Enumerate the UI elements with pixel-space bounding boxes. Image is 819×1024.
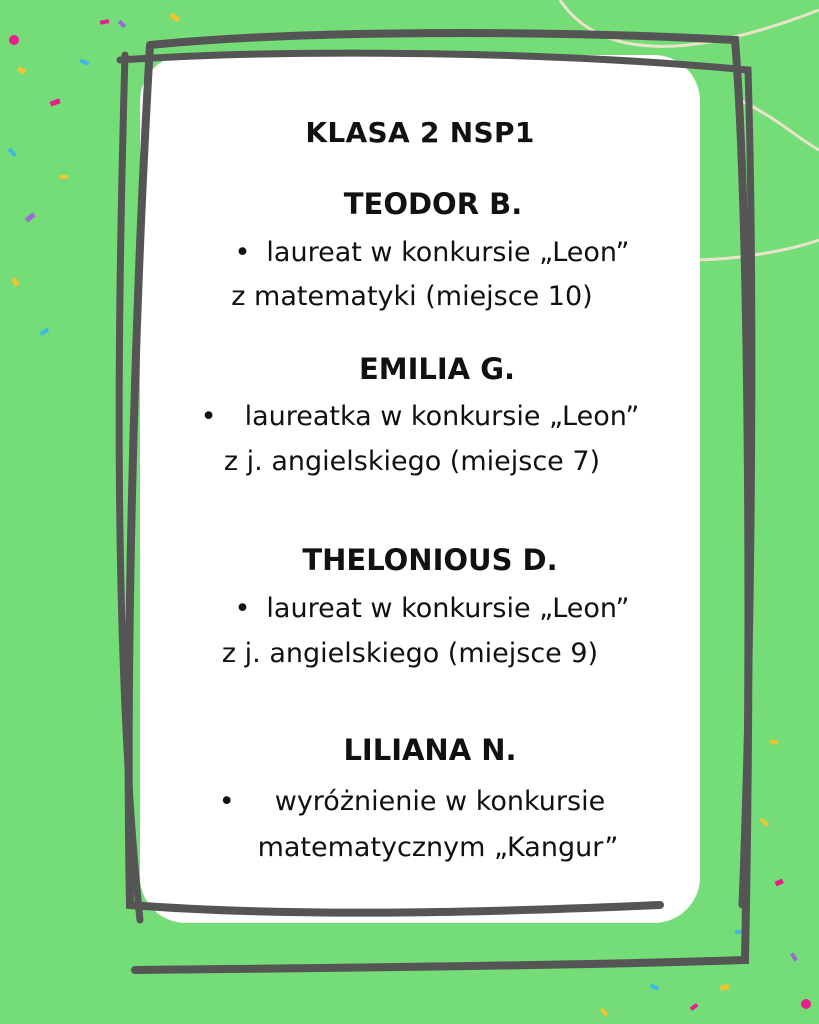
- confetti-icon: [650, 983, 660, 990]
- confetti-icon: [735, 930, 745, 934]
- confetti-icon: [720, 984, 730, 991]
- confetti-icon: [11, 278, 19, 287]
- achievement-line-2: z j. angielskiego (miejsce 7): [223, 446, 601, 477]
- confetti-icon: [760, 818, 769, 827]
- achievement-line-2: z matematyki (miejsce 10): [231, 281, 593, 312]
- achievement-line: [152, 231, 712, 275]
- achievement-line: [132, 780, 692, 824]
- achievement-text: laureat w konkursie „Leon”: [266, 593, 630, 624]
- confetti-icon: [80, 59, 90, 66]
- confetti-icon: [801, 999, 811, 1009]
- achievement-line-2: z j. angielskiego (miejsce 9): [221, 638, 599, 669]
- achievement-line: [140, 395, 700, 439]
- class-title: KLASA 2 NSP1: [305, 116, 535, 149]
- background-curve: [560, 0, 819, 46]
- confetti-icon: [17, 66, 26, 74]
- confetti-icon: [790, 953, 797, 962]
- student-name: TEODOR B.: [343, 187, 523, 221]
- student-name: EMILIA G.: [358, 352, 516, 386]
- confetti-icon: [50, 98, 61, 106]
- bullet-icon: •: [234, 237, 251, 268]
- achievement-line: [152, 587, 712, 631]
- bullet-icon: •: [218, 786, 235, 817]
- achievement-line-2: matematycznym „Kangur”: [257, 832, 619, 863]
- confetti-icon: [770, 739, 779, 745]
- confetti-icon: [40, 328, 50, 336]
- confetti-icon: [100, 19, 110, 25]
- student-name: THELONIOUS D.: [302, 543, 558, 577]
- confetti-icon: [8, 148, 17, 157]
- background-curve: [740, 100, 819, 150]
- confetti-icon: [60, 175, 68, 179]
- confetti-icon: [775, 878, 784, 886]
- confetti-icon: [169, 12, 180, 22]
- achievement-text: wyróżnienie w konkursie: [274, 786, 606, 817]
- confetti-icon: [600, 1008, 609, 1017]
- confetti-icon: [25, 212, 36, 222]
- confetti-icon: [118, 20, 126, 28]
- bullet-icon: •: [200, 401, 217, 432]
- student-name: LILIANA N.: [343, 733, 517, 767]
- confetti-icon: [9, 35, 19, 45]
- confetti-icon: [690, 1003, 699, 1011]
- bullet-icon: •: [234, 593, 251, 624]
- achievement-text: laureat w konkursie „Leon”: [266, 237, 630, 268]
- achievement-text: laureatka w konkursie „Leon”: [244, 401, 640, 432]
